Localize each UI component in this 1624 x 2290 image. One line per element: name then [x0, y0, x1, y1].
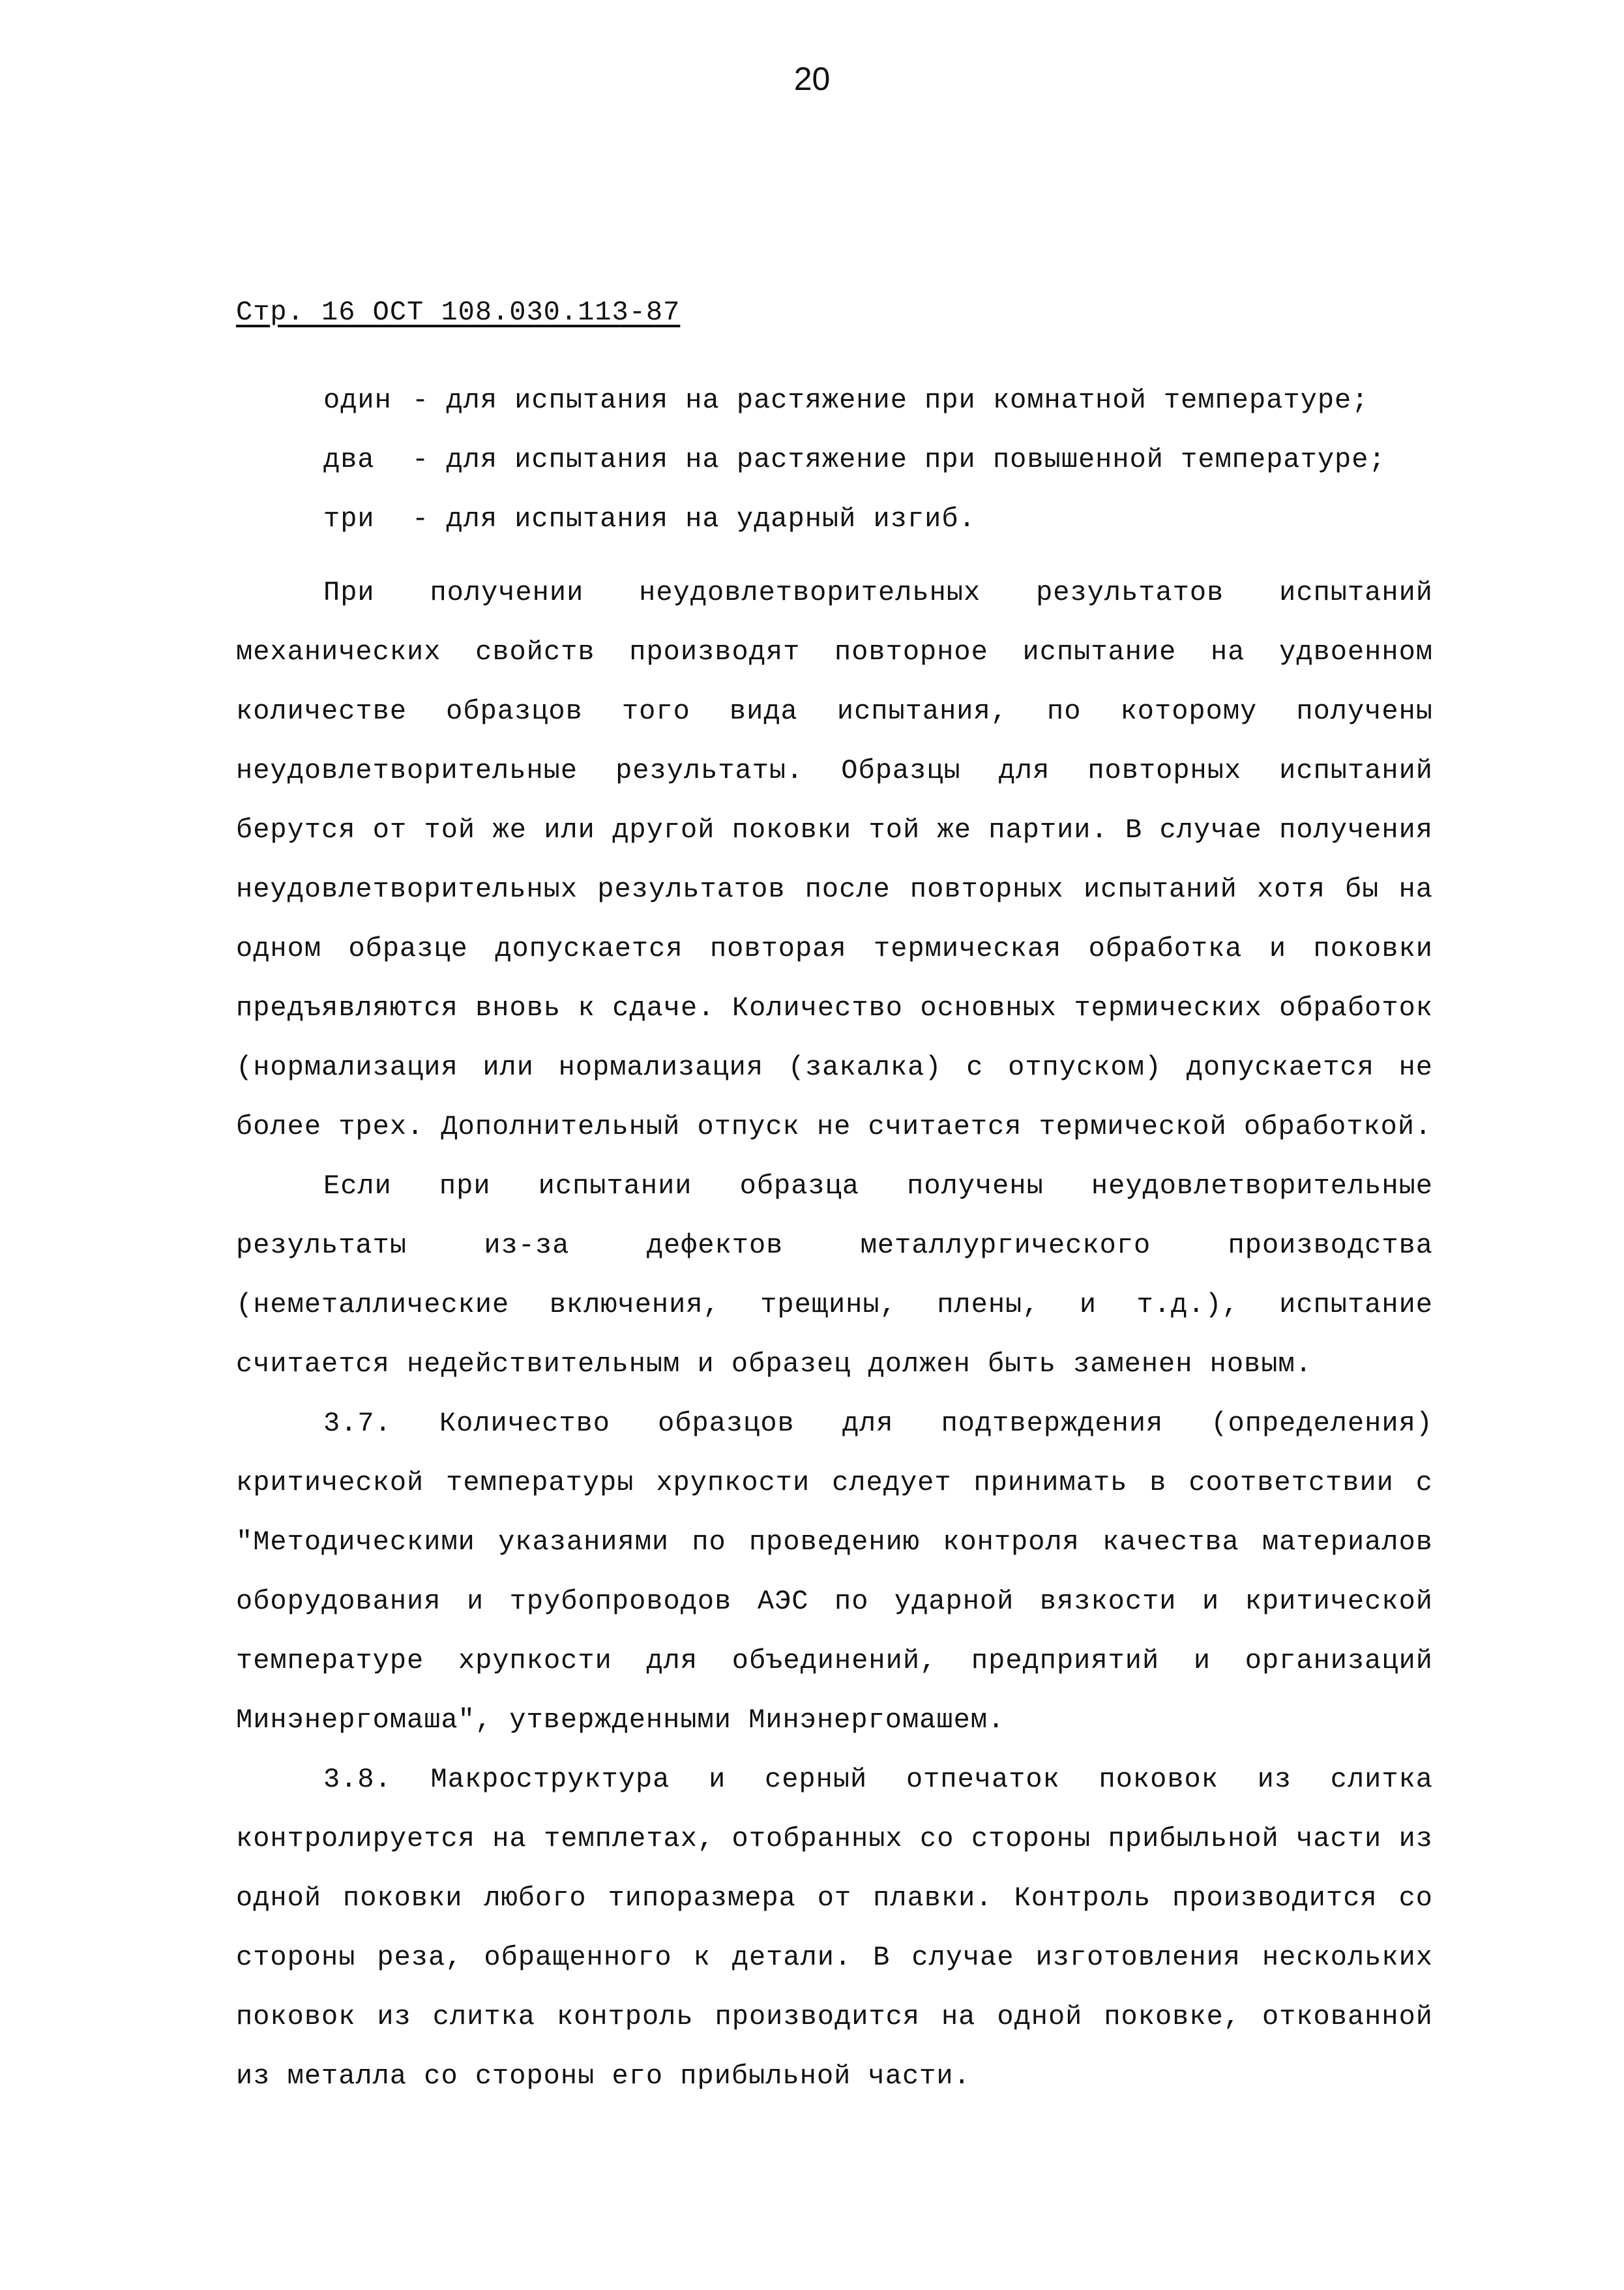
- document-body: [236, 563, 1433, 2106]
- paragraph-defects: Если при испытании образца получены неудовлетворительные результаты из-за дефектов металлургического производства (неметаллические включения, трещины, плены, и т.д.), испытание считается недействительным и образец должен быть заменен новым.: [236, 1170, 1433, 1380]
- list-item-desc: - для испытания на растяжение при комнатной температуре;: [412, 385, 1369, 416]
- list-item-desc: - для испытания на ударный изгиб.: [412, 503, 976, 535]
- list-item-count: один: [323, 385, 392, 416]
- sample-list: [323, 385, 1458, 563]
- list-item-desc: - для испытания на растяжение при повышенной температуре;: [412, 444, 1386, 475]
- list-item: [323, 385, 1458, 444]
- paragraph-3-8: 3.8. Макроструктура и серный отпечаток поковок из слитка контролируется на темплетах, отобранных со стороны прибыльной части из одной поковки любого типоразмера от плавки. Контроль производится со стороны реза, обращенного к детали. В случае изготовления нескольких поковок из слитка контроль производится на одной поковке, откованной из металла со стороны его прибыльной части.: [236, 1764, 1433, 2092]
- page-number: 20: [793, 61, 831, 97]
- document-header: Стр. 16 ОСТ 108.030.113-87: [236, 297, 681, 328]
- list-item-count: два: [323, 444, 375, 475]
- paragraph-retest: При получении неудовлетворительных результатов испытаний механических свойств производят повторное испытание на удвоенном количестве образцов того вида испытания, по которому получены неудовлетворительные результаты. Образцы для повторных испытаний берутся от той же или другой поковки той же партии. В случае получения неудовлетворительных результатов после повторных испытаний хотя бы на одном образце допускается повторая термическая обработка и поковки предъявляются вновь к сдаче. Количество основных термических обработок (нормализация или нормализация (закалка) с отпуском) допускается не более трех. Дополнительный отпуск не считается термической обработкой.: [236, 577, 1433, 1142]
- list-item: [323, 503, 1458, 563]
- paragraph-3-7: 3.7. Количество образцов для подтверждения (определения) критической температуры хрупкости следует принимать в соответствии с "Методическими указаниями по проведению контроля качества материалов оборудования и трубопроводов АЭС по ударной вязкости и критической температуре хрупкости для объединений, предприятий и организаций Минэнергомаша", утвержденными Минэнергомашем.: [236, 1408, 1433, 1736]
- list-item: [323, 444, 1458, 503]
- list-item-count: три: [323, 503, 375, 535]
